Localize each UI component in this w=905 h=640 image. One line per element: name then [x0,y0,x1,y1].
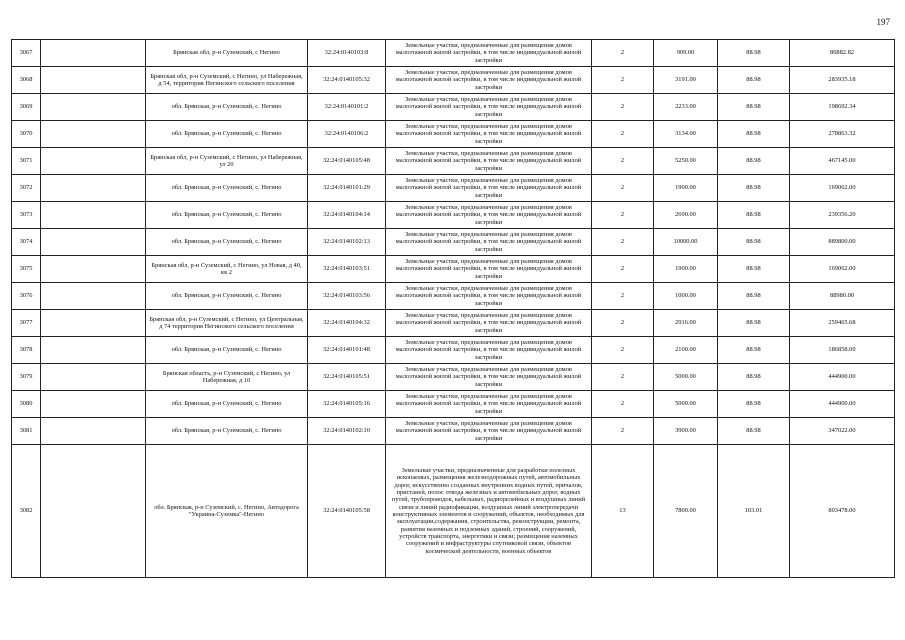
specific-value-cell: 88.98 [718,256,790,283]
cadastral-value-cell: 444900.00 [790,364,895,391]
land-purpose-cell: Земельные участки, предназначенные для размещения домов малоэтажной жилой застройки, в том числе индивидуальной жилой застройки [386,202,592,229]
blank-cell [41,391,146,418]
specific-value-cell: 88.98 [718,40,790,67]
blank-cell [41,256,146,283]
group-code-cell: 2 [592,202,654,229]
row-number-cell: 3081 [12,418,41,445]
cadastral-value-cell: 80882.82 [790,40,895,67]
address-cell: Брянская обл, р-н Суземский, с Негино, ул Набережная, д 54, территория Негинского сельского поселения [146,67,308,94]
group-code-cell: 2 [592,175,654,202]
group-code-cell: 2 [592,229,654,256]
cadastral-value-cell: 803478.00 [790,445,895,578]
group-code-cell: 2 [592,121,654,148]
specific-value-cell: 88.98 [718,283,790,310]
cadastral-value-cell: 186858.00 [790,337,895,364]
land-purpose-cell: Земельные участки, предназначенные для разработки полезных ископаемых, размещения железнодорожных путей, автомобильных дорог, искусственно созданных внутренних водных путей, причалов, пристаней, полос отвода железных и автомобильных дорог, водных путей, трубопроводов, кабельных, радиорелейных и воздушных линий связи и линий радиофикации, воздушных линий электропередачи конструктивных элементов и сооружений, объектов, необходимых для эксплуатации,содержания, строительства, реконструкции, ремонта, развития наземных и подземных зданий, строений, сооружений, устройств транспорта, энергетики и связи; размещения наземных сооружений и инфраструктуры спутниковой связи, объектов космической деятельности, военных объектов [386,445,592,578]
specific-value-cell: 88.98 [718,202,790,229]
cadastral-number-cell: 32:24:0140101:29 [308,175,386,202]
area-cell: 909.00 [654,40,718,67]
blank-cell [41,310,146,337]
row-number-cell: 3073 [12,202,41,229]
area-cell: 3134.00 [654,121,718,148]
address-cell: обл. Брянская, р-н Суземский, с. Негино [146,283,308,310]
group-code-cell: 2 [592,256,654,283]
address-cell: Брянская обл, р-н Суземский, с Негино, ул Центральная, д 74 территория Негинского сельского поселения [146,310,308,337]
table-row [12,202,895,229]
area-cell: 5000.00 [654,391,718,418]
land-purpose-cell: Земельные участки, предназначенные для размещения домов малоэтажной жилой застройки, в том числе индивидуальной жилой застройки [386,121,592,148]
row-number-cell: 3076 [12,283,41,310]
specific-value-cell: 88.98 [718,67,790,94]
cadastral-value-cell: 88980.00 [790,283,895,310]
row-number-cell: 3079 [12,364,41,391]
cadastral-value-cell: 283935.18 [790,67,895,94]
cadastral-number-cell: 32:24:0140105:48 [308,148,386,175]
address-cell: обл. Брянская, р-н Суземский, с. Негино [146,418,308,445]
area-cell: 5250.00 [654,148,718,175]
blank-cell [41,40,146,67]
land-purpose-cell: Земельные участки, предназначенные для размещения домов малоэтажной жилой застройки, в том числе индивидуальной жилой застройки [386,310,592,337]
area-cell: 1900.00 [654,175,718,202]
area-cell: 10000.00 [654,229,718,256]
specific-value-cell: 88.98 [718,175,790,202]
specific-value-cell: 88.98 [718,310,790,337]
blank-cell [41,94,146,121]
specific-value-cell: 88.98 [718,337,790,364]
cadastral-value-cell: 169062.00 [790,256,895,283]
specific-value-cell: 88.98 [718,229,790,256]
group-code-cell: 2 [592,67,654,94]
address-cell: Брянская область, р-н Суземский, с Негино, ул Набережная, д 10 [146,364,308,391]
cadastral-number-cell: 32:24:0140102:13 [308,229,386,256]
cadastral-value-cell: 444900.00 [790,391,895,418]
row-number-cell: 3078 [12,337,41,364]
land-purpose-cell: Земельные участки, предназначенные для размещения домов малоэтажной жилой застройки, в том числе индивидуальной жилой застройки [386,418,592,445]
blank-cell [41,283,146,310]
group-code-cell: 2 [592,418,654,445]
group-code-cell: 2 [592,40,654,67]
table-row [12,391,895,418]
blank-cell [41,148,146,175]
area-cell: 2100.00 [654,337,718,364]
area-cell: 3900.00 [654,418,718,445]
land-purpose-cell: Земельные участки, предназначенные для размещения домов малоэтажной жилой застройки, в том числе индивидуальной жилой застройки [386,67,592,94]
page-number: 197 [876,17,890,27]
specific-value-cell: 88.98 [718,148,790,175]
row-number-cell: 3072 [12,175,41,202]
cadastral-value-cell: 278863.32 [790,121,895,148]
cadastral-number-cell: 32:24:0140104:14 [308,202,386,229]
table-body [12,40,895,578]
area-cell: 2916.00 [654,310,718,337]
table-row [12,418,895,445]
cadastral-number-cell: 32:24:0140104:32 [308,310,386,337]
specific-value-cell: 103.01 [718,445,790,578]
row-number-cell: 3067 [12,40,41,67]
group-code-cell: 2 [592,148,654,175]
cadastral-value-cell: 198692.34 [790,94,895,121]
blank-cell [41,445,146,578]
table-row [12,229,895,256]
cadastral-number-cell: 32:24:0140105:16 [308,391,386,418]
specific-value-cell: 88.98 [718,121,790,148]
land-purpose-cell: Земельные участки, предназначенные для размещения домов малоэтажной жилой застройки, в том числе индивидуальной жилой застройки [386,391,592,418]
land-purpose-cell: Земельные участки, предназначенные для размещения домов малоэтажной жилой застройки, в том числе индивидуальной жилой застройки [386,94,592,121]
table-row [12,175,895,202]
cadastral-number-cell: 32:24:0140103:51 [308,256,386,283]
area-cell: 2233.00 [654,94,718,121]
group-code-cell: 2 [592,310,654,337]
cadastral-number-cell: 32:24:0140102:10 [308,418,386,445]
address-cell: Брянская обл, р-н Суземский, с Негино, ул Новая, д 40, кв 2 [146,256,308,283]
specific-value-cell: 88.98 [718,391,790,418]
row-number-cell: 3068 [12,67,41,94]
table-row [12,445,895,578]
group-code-cell: 2 [592,364,654,391]
row-number-cell: 3082 [12,445,41,578]
blank-cell [41,418,146,445]
row-number-cell: 3077 [12,310,41,337]
address-cell: Брянская обл, р-н Суземский, с Негино [146,40,308,67]
address-cell: Брянская обл, р-н Суземский, с Негино, ул Набережная, ул 20 [146,148,308,175]
cadastral-number-cell: 32:24:0140103:56 [308,283,386,310]
group-code-cell: 2 [592,337,654,364]
table-row [12,40,895,67]
land-purpose-cell: Земельные участки, предназначенные для размещения домов малоэтажной жилой застройки, в том числе индивидуальной жилой застройки [386,40,592,67]
land-purpose-cell: Земельные участки, предназначенные для размещения домов малоэтажной жилой застройки, в том числе индивидуальной жилой застройки [386,283,592,310]
address-cell: обл. Брянская, р-н Суземский, с. Негино [146,94,308,121]
cadastral-number-cell: 32:24:0140103:8 [308,40,386,67]
row-number-cell: 3071 [12,148,41,175]
table-row [12,310,895,337]
cadastral-value-cell: 239356.20 [790,202,895,229]
row-number-cell: 3075 [12,256,41,283]
address-cell: обл. Брянская, р-н Суземский, с. Негино [146,121,308,148]
group-code-cell: 13 [592,445,654,578]
land-purpose-cell: Земельные участки, предназначенные для размещения домов малоэтажной жилой застройки, в том числе индивидуальной жилой застройки [386,364,592,391]
land-purpose-cell: Земельные участки, предназначенные для размещения домов малоэтажной жилой застройки, в том числе индивидуальной жилой застройки [386,256,592,283]
table-row [12,148,895,175]
address-cell: обл. Брянская, р-н Суземский, с. Негино [146,175,308,202]
group-code-cell: 2 [592,283,654,310]
blank-cell [41,175,146,202]
area-cell: 1000.00 [654,283,718,310]
cadastral-number-cell: 32:24:0140101:2 [308,94,386,121]
group-code-cell: 2 [592,94,654,121]
group-code-cell: 2 [592,391,654,418]
table-row [12,337,895,364]
land-purpose-cell: Земельные участки, предназначенные для размещения домов малоэтажной жилой застройки, в том числе индивидуальной жилой застройки [386,175,592,202]
address-cell: обл. Брянская, р-н Суземский, с. Негино [146,229,308,256]
table-row [12,256,895,283]
cadastral-value-cell: 347022.00 [790,418,895,445]
row-number-cell: 3069 [12,94,41,121]
cadastral-value-cell: 889800.00 [790,229,895,256]
area-cell: 2690.00 [654,202,718,229]
area-cell: 7800.00 [654,445,718,578]
land-purpose-cell: Земельные участки, предназначенные для размещения домов малоэтажной жилой застройки, в том числе индивидуальной жилой застройки [386,337,592,364]
cadastral-number-cell: 32:24:0140105:51 [308,364,386,391]
address-cell: обл. Брянская, р-н Суземский, с. Негино, Автодорога "Украина-Суземка"-Негино [146,445,308,578]
land-purpose-cell: Земельные участки, предназначенные для размещения домов малоэтажной жилой застройки, в том числе индивидуальной жилой застройки [386,229,592,256]
cadastral-value-cell: 169062.00 [790,175,895,202]
table-row [12,121,895,148]
table-row [12,364,895,391]
table-row [12,283,895,310]
cadastral-number-cell: 32:24:0140105:32 [308,67,386,94]
address-cell: обл. Брянская, р-н Суземский, с. Негино [146,391,308,418]
cadastral-number-cell: 32:24:0140106:2 [308,121,386,148]
row-number-cell: 3070 [12,121,41,148]
cadastral-value-cell: 259465.68 [790,310,895,337]
area-cell: 5000.00 [654,364,718,391]
specific-value-cell: 88.98 [718,94,790,121]
row-number-cell: 3074 [12,229,41,256]
cadastral-value-cell: 467145.00 [790,148,895,175]
blank-cell [41,202,146,229]
area-cell: 3191.00 [654,67,718,94]
row-number-cell: 3080 [12,391,41,418]
cadastral-number-cell: 32:24:0140101:48 [308,337,386,364]
address-cell: обл. Брянская, р-н Суземский, с. Негино [146,337,308,364]
blank-cell [41,337,146,364]
area-cell: 1900.00 [654,256,718,283]
specific-value-cell: 88.98 [718,418,790,445]
table-row [12,67,895,94]
cadastral-number-cell: 32:24:0140105:58 [308,445,386,578]
blank-cell [41,67,146,94]
table-row [12,94,895,121]
blank-cell [41,121,146,148]
land-purpose-cell: Земельные участки, предназначенные для размещения домов малоэтажной жилой застройки, в том числе индивидуальной жилой застройки [386,148,592,175]
blank-cell [41,364,146,391]
blank-cell [41,229,146,256]
specific-value-cell: 88.98 [718,364,790,391]
land-valuation-table [11,39,895,578]
address-cell: обл. Брянская, р-н Суземский, с. Негино [146,202,308,229]
